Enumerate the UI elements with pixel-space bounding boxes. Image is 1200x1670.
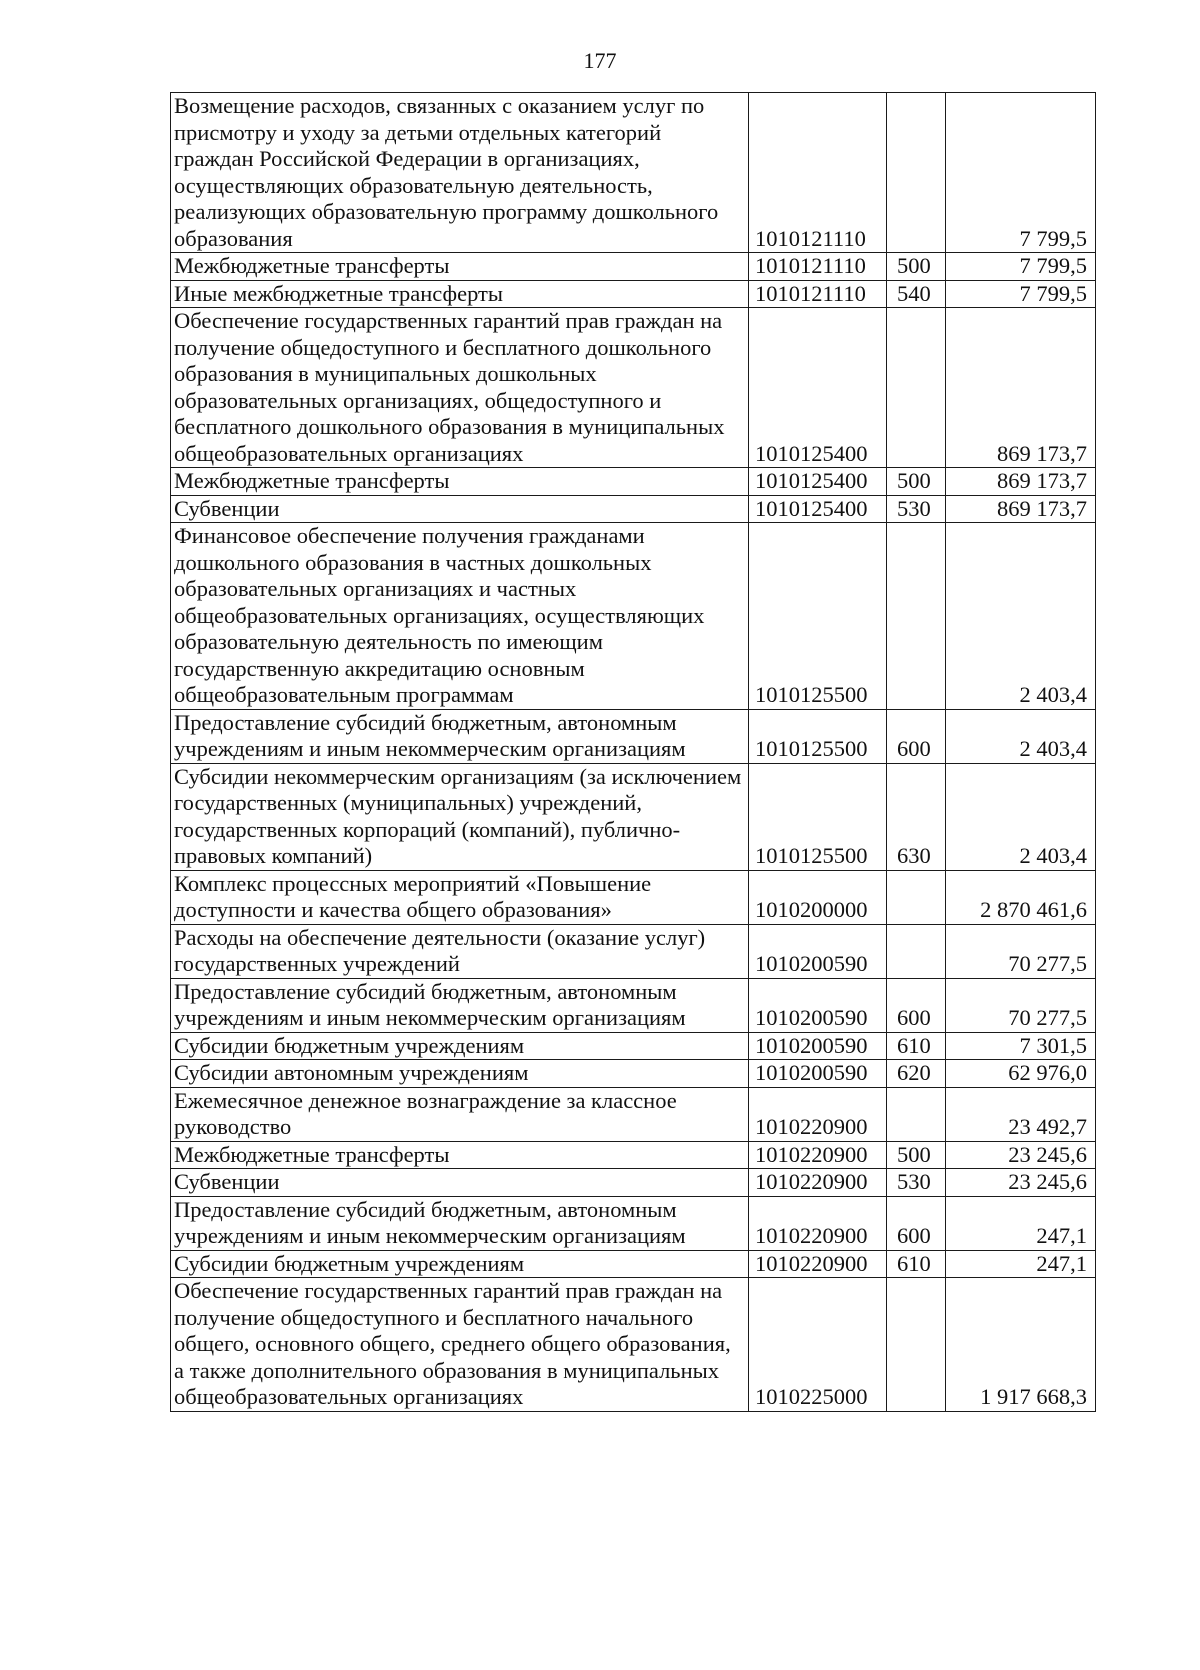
expense-type-cell: 540 [887, 280, 946, 308]
target-code-cell: 1010220900 [749, 1087, 887, 1141]
table-row [171, 1278, 1096, 1412]
amount-cell: 7 301,5 [946, 1032, 1096, 1060]
expense-type-cell: 610 [887, 1250, 946, 1278]
amount-cell: 2 403,4 [946, 709, 1096, 763]
expense-name-cell: Предоставление субсидий бюджетным, автономным учреждениям и иным некоммерческим организациям [171, 978, 749, 1032]
expense-type-cell: 600 [887, 1196, 946, 1250]
target-code-cell: 1010225000 [749, 1278, 887, 1412]
table-row [171, 1196, 1096, 1250]
target-code-cell: 1010121110 [749, 280, 887, 308]
expense-type-cell [887, 308, 946, 468]
amount-cell: 2 403,4 [946, 523, 1096, 710]
target-code-cell: 1010220900 [749, 1169, 887, 1197]
amount-cell: 23 245,6 [946, 1141, 1096, 1169]
expense-type-cell: 500 [887, 468, 946, 496]
amount-cell: 869 173,7 [946, 495, 1096, 523]
expense-type-cell: 500 [887, 1141, 946, 1169]
expense-type-cell: 610 [887, 1032, 946, 1060]
amount-cell: 23 492,7 [946, 1087, 1096, 1141]
table-row [171, 523, 1096, 710]
expense-type-cell [887, 870, 946, 924]
expense-name-cell: Межбюджетные трансферты [171, 253, 749, 281]
table-row [171, 978, 1096, 1032]
target-code-cell: 1010200590 [749, 1032, 887, 1060]
expense-type-cell: 620 [887, 1060, 946, 1088]
table-row [171, 468, 1096, 496]
table-body [171, 93, 1096, 1412]
table-row [171, 709, 1096, 763]
table-row [171, 1141, 1096, 1169]
amount-cell: 70 277,5 [946, 978, 1096, 1032]
amount-cell: 62 976,0 [946, 1060, 1096, 1088]
table-row [171, 280, 1096, 308]
amount-cell: 869 173,7 [946, 308, 1096, 468]
amount-cell: 7 799,5 [946, 253, 1096, 281]
amount-cell: 869 173,7 [946, 468, 1096, 496]
expense-name-cell: Ежемесячное денежное вознаграждение за классное руководство [171, 1087, 749, 1141]
expense-type-cell: 630 [887, 763, 946, 870]
target-code-cell: 1010220900 [749, 1196, 887, 1250]
table-row [171, 1169, 1096, 1197]
amount-cell: 1 917 668,3 [946, 1278, 1096, 1412]
expense-type-cell [887, 523, 946, 710]
target-code-cell: 1010220900 [749, 1250, 887, 1278]
target-code-cell: 1010125400 [749, 468, 887, 496]
expense-name-cell: Финансовое обеспечение получения гражданами дошкольного образования в частных дошкольных образовательных организациях и частных общеобразовательных организациях, осуществляющих образовательную деятельность по имеющим государственную аккредитацию основным общеобразовательным программам [171, 523, 749, 710]
amount-cell: 2 870 461,6 [946, 870, 1096, 924]
expense-type-cell: 600 [887, 978, 946, 1032]
expense-name-cell: Обеспечение государственных гарантий прав граждан на получение общедоступного и бесплатного дошкольного образования в муниципальных дошкольных образовательных организациях, общедоступного и бесплатного дошкольного образования в муниципальных общеобразовательных организациях [171, 308, 749, 468]
budget-table [170, 92, 1096, 1412]
table-row [171, 253, 1096, 281]
amount-cell: 23 245,6 [946, 1169, 1096, 1197]
expense-name-cell: Межбюджетные трансферты [171, 468, 749, 496]
target-code-cell: 1010125500 [749, 763, 887, 870]
expense-type-cell [887, 1278, 946, 1412]
table-row [171, 93, 1096, 253]
table-row [171, 1250, 1096, 1278]
expense-name-cell: Предоставление субсидий бюджетным, автономным учреждениям и иным некоммерческим организациям [171, 1196, 749, 1250]
table-row [171, 1087, 1096, 1141]
expense-name-cell: Расходы на обеспечение деятельности (оказание услуг) государственных учреждений [171, 924, 749, 978]
target-code-cell: 1010200000 [749, 870, 887, 924]
expense-type-cell: 500 [887, 253, 946, 281]
target-code-cell: 1010200590 [749, 978, 887, 1032]
target-code-cell: 1010125400 [749, 308, 887, 468]
expense-type-cell [887, 924, 946, 978]
expense-name-cell: Субсидии некоммерческим организациям (за исключением государственных (муниципальных) учреждений, государственных корпораций (компаний), публично-правовых компаний) [171, 763, 749, 870]
expense-type-cell [887, 1087, 946, 1141]
target-code-cell: 1010125500 [749, 523, 887, 710]
expense-name-cell: Комплекс процессных мероприятий «Повышение доступности и качества общего образования» [171, 870, 749, 924]
target-code-cell: 1010220900 [749, 1141, 887, 1169]
table-row [171, 1032, 1096, 1060]
table-row [171, 1060, 1096, 1088]
target-code-cell: 1010121110 [749, 93, 887, 253]
expense-name-cell: Субсидии автономным учреждениям [171, 1060, 749, 1088]
expense-type-cell: 600 [887, 709, 946, 763]
amount-cell: 7 799,5 [946, 93, 1096, 253]
table-row [171, 763, 1096, 870]
table-row [171, 924, 1096, 978]
expense-type-cell: 530 [887, 495, 946, 523]
expense-type-cell [887, 93, 946, 253]
expense-name-cell: Субсидии бюджетным учреждениям [171, 1250, 749, 1278]
amount-cell: 70 277,5 [946, 924, 1096, 978]
target-code-cell: 1010200590 [749, 1060, 887, 1088]
table-row [171, 308, 1096, 468]
expense-name-cell: Субвенции [171, 1169, 749, 1197]
expense-name-cell: Субсидии бюджетным учреждениям [171, 1032, 749, 1060]
target-code-cell: 1010125500 [749, 709, 887, 763]
expense-name-cell: Обеспечение государственных гарантий прав граждан на получение общедоступного и бесплатного начального общего, основного общего, среднего общего образования, а также дополнительного образования в муниципальных общеобразовательных организациях [171, 1278, 749, 1412]
page-number: 177 [583, 48, 617, 73]
target-code-cell: 1010121110 [749, 253, 887, 281]
amount-cell: 247,1 [946, 1250, 1096, 1278]
target-code-cell: 1010200590 [749, 924, 887, 978]
expense-name-cell: Иные межбюджетные трансферты [171, 280, 749, 308]
expense-name-cell: Возмещение расходов, связанных с оказанием услуг по присмотру и уходу за детьми отдельных категорий граждан Российской Федерации в организациях, осуществляющих образовательную деятельность, реализующих образовательную программу дошкольного образования [171, 93, 749, 253]
expense-name-cell: Предоставление субсидий бюджетным, автономным учреждениям и иным некоммерческим организациям [171, 709, 749, 763]
amount-cell: 247,1 [946, 1196, 1096, 1250]
expense-name-cell: Межбюджетные трансферты [171, 1141, 749, 1169]
table-row [171, 495, 1096, 523]
expense-name-cell: Субвенции [171, 495, 749, 523]
amount-cell: 7 799,5 [946, 280, 1096, 308]
amount-cell: 2 403,4 [946, 763, 1096, 870]
expense-type-cell: 530 [887, 1169, 946, 1197]
table-row [171, 870, 1096, 924]
target-code-cell: 1010125400 [749, 495, 887, 523]
